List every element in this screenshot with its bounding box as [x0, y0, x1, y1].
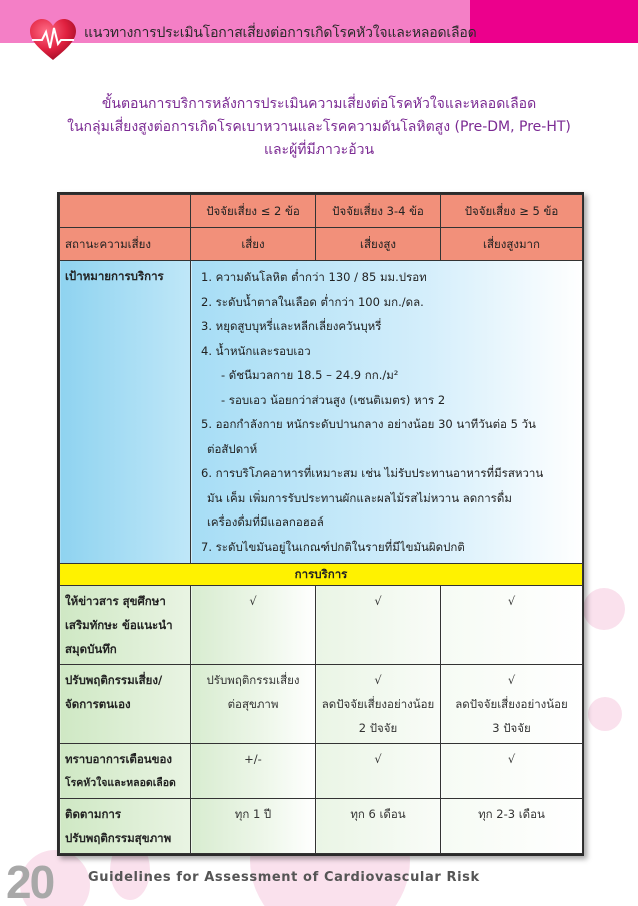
document-title [0, 93, 638, 162]
risk-status-cell: เสี่ยง [191, 228, 316, 261]
goal-item: 7. ระดับไขมันอยู่ในเกณฑ์ปกติในรายที่มีไขมันผิดปกติ [201, 539, 465, 554]
service-cell [316, 799, 441, 854]
service-row [60, 665, 583, 744]
cell-line: ทุก 1 ปี [234, 807, 272, 821]
service-cell [316, 744, 441, 799]
service-cell [441, 665, 583, 744]
row-label [60, 586, 191, 665]
cell-line: ทุก 6 เดือน [350, 807, 406, 821]
risk-status-cell: เสี่ยงสูง [316, 228, 441, 261]
goal-item: 6. การบริโภคอาหารที่เหมาะสม เช่น ไม่รับประทานอาหารที่มีรสหวาน [201, 466, 544, 480]
check-mark: √ [507, 752, 516, 766]
decorative-circle [588, 697, 622, 731]
section-header: การบริการ [60, 564, 583, 586]
column-header [60, 195, 191, 228]
row-label-line: ติดตามการ [65, 807, 122, 821]
goal-item-continuation: เครื่องดื่มที่มีแอลกอฮอล์ [207, 515, 324, 529]
service-row [60, 799, 583, 854]
column-header: ปัจจัยเสี่ยง ≥ 5 ข้อ [441, 195, 583, 228]
column-header: ปัจจัยเสี่ยง 3-4 ข้อ [316, 195, 441, 228]
row-label: เป้าหมายการบริการ [60, 261, 191, 564]
check-mark: √ [249, 594, 257, 608]
row-label-line: โรคหัวใจและหลอดเลือด [65, 777, 176, 789]
service-cell [191, 799, 316, 854]
check-mark: √ [507, 594, 516, 608]
cell-line: 3 ปัจจัย [492, 721, 531, 735]
goal-list [191, 261, 583, 564]
row-label [60, 665, 191, 744]
goal-subitem: - ดัชนีมวลกาย 18.5 – 24.9 กก./ม² [221, 368, 399, 382]
goal-item-continuation: มัน เค็ม เพิ่มการรับประทานผักและผลไม้รสไม่หวาน ลดการดื่ม [207, 490, 512, 505]
service-cell [441, 799, 583, 854]
document-title-line: ในกลุ่มเสี่ยงสูงต่อการเกิดโรคเบาหวานและโรคความดันโลหิตสูง (Pre-DM, Pre-HT) [67, 119, 571, 135]
column-header: ปัจจัยเสี่ยง ≤ 2 ข้อ [191, 195, 316, 228]
page-number: 20 [6, 856, 54, 906]
check-mark: √ [374, 673, 382, 687]
goal-item: 4. น้ำหนักและรอบเอว [201, 343, 311, 358]
row-label-line: ให้ข่าวสาร สุขศึกษา [65, 594, 166, 608]
check-mark: √ [507, 673, 516, 687]
service-cell [441, 744, 583, 799]
row-label: สถานะความเสี่ยง [60, 228, 191, 261]
decorative-circle [583, 588, 625, 630]
service-row [60, 744, 583, 799]
service-cell [191, 665, 316, 744]
goal-subitem: - รอบเอว น้อยกว่าส่วนสูง (เซนติเมตร) หาร 2 [221, 392, 446, 407]
cell-line: ลดปัจจัยเสี่ยงอย่างน้อย [455, 697, 568, 711]
row-label-line: ทราบอาการเตือนของ [65, 752, 173, 766]
row-label-line: จัดการตนเอง [65, 697, 131, 711]
goal-row [60, 261, 583, 564]
check-mark: √ [374, 752, 382, 766]
service-cell [316, 586, 441, 665]
goal-item: 2. ระดับน้ำตาลในเลือด ต่ำกว่า 100 มก./ดล. [201, 294, 424, 309]
heart-pulse-icon [28, 18, 78, 62]
service-table [57, 192, 584, 856]
section-header-row [60, 564, 583, 586]
service-cell [191, 744, 316, 799]
row-label-line: ปรับพฤติกรรมเสี่ยง/ [65, 673, 163, 687]
risk-status-cell: เสี่ยงสูงมาก [441, 228, 583, 261]
row-label-line: สมุดบันทึก [65, 642, 117, 656]
row-label-line: ปรับพฤติกรรมสุขภาพ [65, 831, 172, 845]
goal-item: 3. หยุดสูบบุหรี่และหลีกเลี่ยงควันบุหรี่ [201, 319, 382, 333]
risk-status-row [60, 228, 583, 261]
row-label-line: เสริมทักษะ ข้อแนะนำ [65, 618, 173, 632]
header-accent-block [470, 0, 638, 43]
goal-item-continuation: ต่อสัปดาห์ [207, 441, 258, 456]
row-label [60, 744, 191, 799]
cell-line: ปรับพฤติกรรมเสี่ยง [206, 673, 300, 687]
row-label [60, 799, 191, 854]
cell-line: ต่อสุขภาพ [227, 697, 279, 711]
cell-line: 2 ปัจจัย [358, 721, 398, 735]
service-cell [316, 665, 441, 744]
footer-title: Guidelines for Assessment of Cardiovascular Risk [88, 870, 480, 885]
header-title: แนวทางการประเมินโอกาสเสี่ยงต่อการเกิดโรคหัวใจและหลอดเลือด [84, 25, 477, 41]
service-row [60, 586, 583, 665]
document-title-line: และผู้ที่มีภาวะอ้วน [263, 142, 375, 158]
cell-line: +/- [244, 752, 262, 766]
goal-item: 5. ออกกำลังกาย หนักระดับปานกลาง อย่างน้อย 30 นาทีวันต่อ 5 วัน [201, 417, 536, 431]
goal-item: 1. ความดันโลหิต ต่ำกว่า 130 / 85 มม.ปรอท [201, 270, 427, 284]
service-cell [441, 586, 583, 665]
cell-line: ทุก 2-3 เดือน [478, 807, 545, 821]
column-header-row [60, 195, 583, 228]
cell-line: ลดปัจจัยเสี่ยงอย่างน้อย [321, 697, 435, 711]
document-title-line: ขั้นตอนการบริการหลังการประเมินความเสี่ยงต่อโรคหัวใจและหลอดเลือด [101, 96, 537, 112]
check-mark: √ [374, 594, 382, 608]
service-cell [191, 586, 316, 665]
